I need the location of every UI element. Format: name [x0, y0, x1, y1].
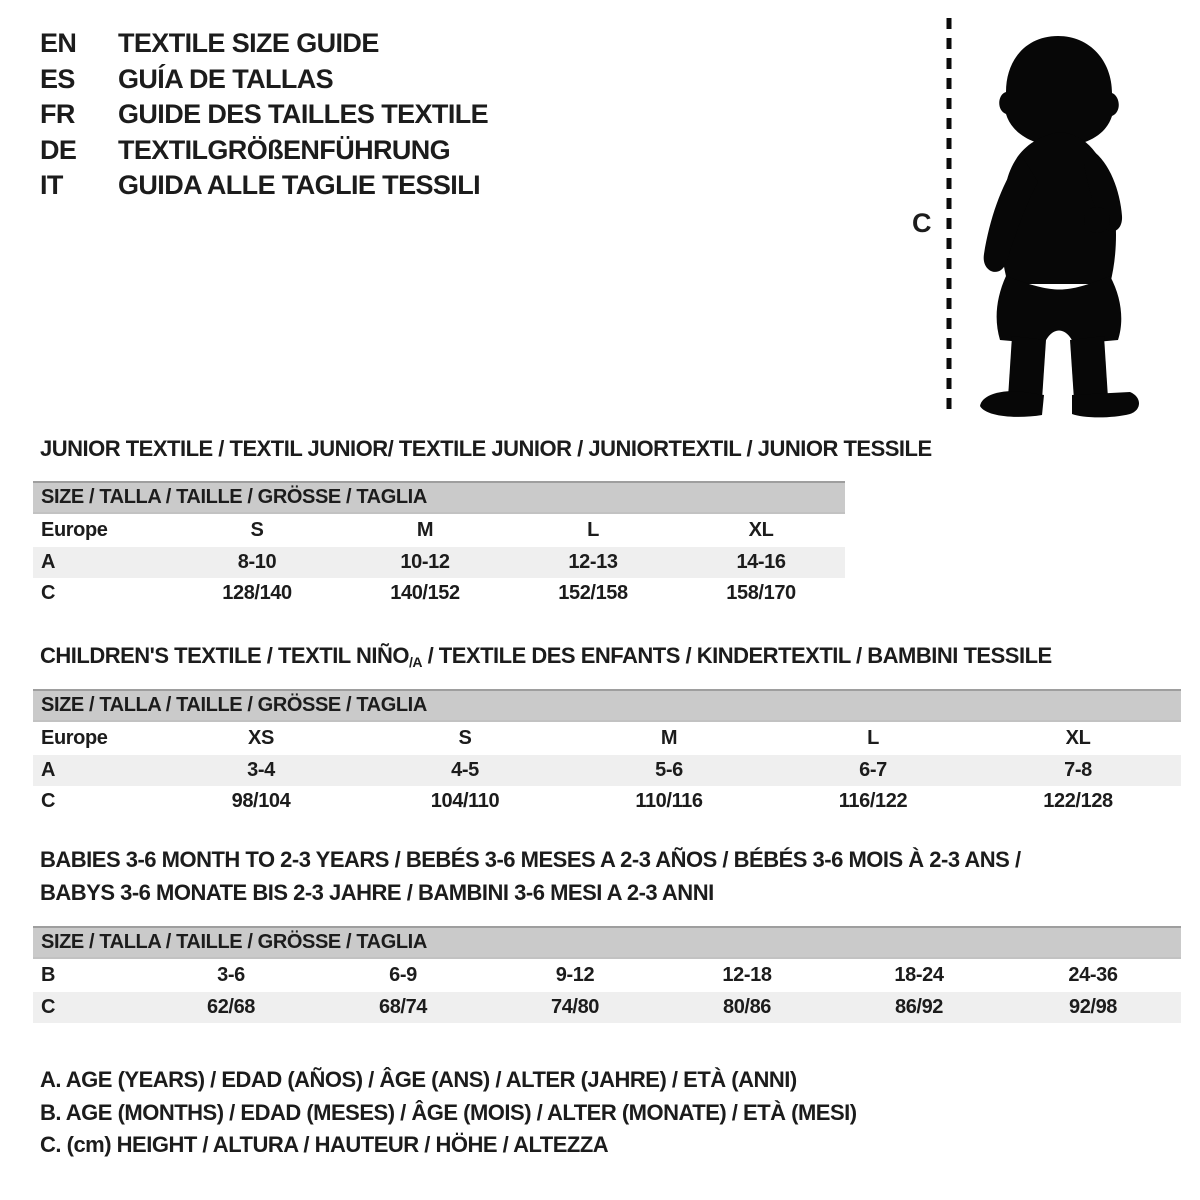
table-row: [33, 958, 1181, 992]
table-cell: L: [587, 519, 599, 541]
table-row: [33, 755, 1181, 786]
table-cell: 4-5: [363, 755, 567, 786]
table-cell: 3-6: [217, 964, 245, 986]
language-row: [40, 99, 488, 135]
language-title: TEXTILGRÖßENFÜHRUNG: [118, 134, 451, 165]
table-row: [33, 992, 1181, 1023]
table-cell: 6-9: [389, 964, 417, 986]
table-cell: 92/98: [1005, 992, 1181, 1023]
language-code: ES: [40, 63, 75, 94]
language-title-list: [40, 28, 488, 206]
children-title-subscript: /A: [408, 654, 422, 670]
table-cell: XL: [748, 519, 774, 541]
row-label: C: [33, 992, 145, 1023]
junior-section-title: JUNIOR TEXTILE / TEXTIL JUNIOR/ TEXTILE JUNIOR / JUNIORTEXTIL / JUNIOR TESSILE: [40, 436, 932, 461]
table-cell: 116/122: [838, 790, 908, 812]
row-label: C: [41, 790, 56, 812]
baby-silhouette-icon: [960, 16, 1150, 421]
table-row: [33, 786, 1181, 817]
table-cell: 12-13: [509, 547, 677, 578]
table-cell: 74/80: [489, 992, 661, 1023]
table-cell: 14-16: [677, 547, 845, 578]
table-cell: XS: [248, 727, 274, 749]
size-header-bar: [33, 482, 845, 513]
table-cell: 68/74: [317, 992, 489, 1023]
row-label: Europe: [41, 727, 108, 749]
table-cell: 6-7: [771, 755, 975, 786]
table-cell: 158/170: [726, 582, 796, 604]
table-cell: M: [416, 519, 434, 541]
language-row: [40, 135, 488, 171]
size-header-bar: [33, 690, 1181, 721]
size-header-bar-label: SIZE / TALLA / TAILLE / GRÖSSE / TAGLIA: [33, 482, 845, 513]
language-title: GUIDE DES TAILLES TEXTILE: [118, 99, 489, 129]
junior-size-table: [33, 481, 845, 609]
height-dashed-line: [944, 18, 954, 418]
table-cell: 80/86: [661, 992, 833, 1023]
table-cell: 98/104: [231, 790, 291, 812]
height-measure-label: C: [912, 208, 932, 238]
row-label: Europe: [41, 519, 108, 541]
legend-line-b: B. AGE (MONTHS) / EDAD (MESES) / ÂGE (MOIS) / ALTER (MONATE) / ETÀ (MESI): [40, 1099, 857, 1125]
table-cell: 5-6: [567, 755, 771, 786]
children-size-table: [33, 689, 1181, 817]
language-title: GUIDA ALLE TAGLIE TESSILI: [118, 170, 480, 200]
language-title: TEXTILE SIZE GUIDE: [118, 28, 379, 58]
language-row: [40, 64, 488, 100]
table-row: [33, 513, 845, 547]
table-cell: 12-18: [722, 964, 772, 986]
babies-title-line2: BABYS 3-6 MONATE BIS 2-3 JAHRE / BAMBINI 3-6 MESI A 2-3 ANNI: [40, 880, 714, 905]
table-cell: 128/140: [222, 582, 292, 604]
table-cell: 9-12: [555, 964, 595, 986]
babies-size-table: [33, 926, 1181, 1023]
size-header-bar: [33, 927, 1181, 958]
language-row: [40, 170, 488, 206]
table-cell: 8-10: [173, 547, 341, 578]
language-code: EN: [40, 28, 77, 58]
size-header-bar-label: SIZE / TALLA / TAILLE / GRÖSSE / TAGLIA: [33, 927, 1181, 958]
babies-section-title: [40, 843, 1040, 909]
language-code: FR: [40, 99, 75, 129]
row-label: A: [33, 547, 173, 578]
language-code: IT: [40, 170, 63, 200]
table-cell: S: [250, 519, 264, 541]
legend-line-c: C. (cm) HEIGHT / ALTURA / HAUTEUR / HÖHE / ALTEZZA: [40, 1132, 609, 1157]
table-cell: 24-36: [1068, 964, 1118, 986]
table-cell: 3-4: [159, 755, 363, 786]
table-cell: 7-8: [975, 755, 1181, 786]
table-cell: 86/92: [833, 992, 1005, 1023]
table-cell: 62/68: [145, 992, 317, 1023]
children-title-suffix: / TEXTILE DES ENFANTS / KINDERTEXTIL / BAMBINI TESSILE: [421, 643, 1052, 668]
table-cell: S: [458, 727, 472, 749]
row-label: B: [41, 964, 56, 986]
size-header-bar-label: SIZE / TALLA / TAILLE / GRÖSSE / TAGLIA: [33, 690, 1181, 721]
table-cell: 110/116: [635, 790, 703, 812]
table-row: [33, 547, 845, 578]
table-cell: 140/152: [390, 582, 460, 604]
table-cell: M: [660, 727, 678, 749]
babies-title-line1: BABIES 3-6 MONTH TO 2-3 YEARS / BEBÉS 3-6 MESES A 2-3 AÑOS / BÉBÉS 3-6 MOIS À 2-3 ANS /: [40, 847, 1021, 872]
table-cell: 152/158: [558, 582, 628, 604]
language-row: [40, 28, 488, 64]
row-label: C: [41, 582, 56, 604]
height-figure: [900, 10, 1190, 425]
table-cell: 122/128: [1043, 790, 1113, 812]
table-cell: 10-12: [341, 547, 509, 578]
legend-line-a: A. AGE (YEARS) / EDAD (AÑOS) / ÂGE (ANS) / ALTER (JAHRE) / ETÀ (ANNI): [40, 1067, 797, 1092]
language-code: DE: [40, 134, 77, 165]
children-title-prefix: CHILDREN'S TEXTILE / TEXTIL NIÑO: [40, 643, 409, 668]
children-section-title: [40, 643, 1052, 670]
table-cell: 18-24: [894, 964, 944, 986]
table-cell: L: [867, 727, 879, 749]
language-title: GUÍA DE TALLAS: [118, 63, 334, 94]
table-row: [33, 578, 845, 609]
table-cell: 104/110: [430, 790, 500, 812]
table-cell: XL: [1065, 727, 1091, 749]
measure-legend: [40, 1064, 857, 1162]
row-label: A: [33, 755, 159, 786]
table-row: [33, 721, 1181, 755]
